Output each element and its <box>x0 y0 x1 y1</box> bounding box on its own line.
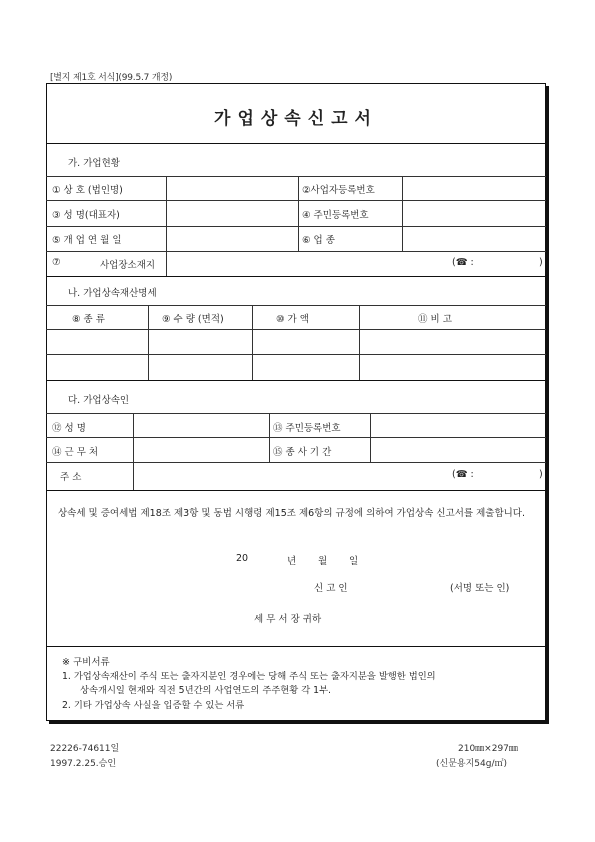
date-month: 월 <box>318 556 328 567</box>
col-divider <box>133 413 134 490</box>
reporter-label: 신 고 인 <box>314 583 348 594</box>
paper-type: (신문용지54g/㎡) <box>436 759 507 769</box>
phone-label: (☎ : <box>452 257 474 268</box>
field-label-representative: ③ 성 명(대표자) <box>52 210 120 221</box>
divider <box>46 354 546 355</box>
date-year-prefix: 20 <box>236 553 249 564</box>
field-label-business-address: 사업장소재지 <box>100 260 156 271</box>
divider <box>46 276 546 277</box>
frame-shadow-bottom <box>49 721 549 724</box>
section-b-heading: 나. 가업상속재산명세 <box>68 288 157 299</box>
form-number: [별지 제1호 서식](99.5.7 개정) <box>50 73 173 83</box>
statement-text: 상속세 및 증여세법 제18조 제3항 및 동법 시행령 제15조 제6항의 규정에 의하여 가업상속 신고서를 제출합니다. <box>58 508 525 519</box>
column-header-quantity: ⑨ 수 량 (면적) <box>162 314 224 325</box>
col-divider <box>148 305 149 380</box>
frame-shadow-right <box>546 86 549 724</box>
signature-note: (서명 또는 인) <box>450 583 510 594</box>
divider <box>46 462 546 463</box>
column-header-type: ⑧ 종 류 <box>72 314 105 325</box>
field-label-business-type: ⑥ 업 종 <box>302 235 335 246</box>
field-label-service-period: ⑮ 종 사 기 간 <box>273 447 332 458</box>
documents-item-1: 1. 가업상속재산이 주식 또는 출자지분인 경우에는 당해 주식 또는 출자지분을 발행한 법인의 <box>62 671 436 682</box>
divider <box>46 226 546 227</box>
field-label-opening-date: ⑤ 개 업 연 월 일 <box>52 235 122 246</box>
divider <box>46 143 546 144</box>
col-divider <box>269 413 270 462</box>
divider <box>46 251 546 252</box>
divider <box>46 176 546 177</box>
addressee: 세 무 서 장 귀하 <box>254 614 322 625</box>
divider <box>46 200 546 201</box>
col-divider <box>402 176 403 251</box>
col-divider <box>359 305 360 380</box>
documents-item-2: 2. 기타 가업상속 사실을 입증할 수 있는 서류 <box>62 700 245 711</box>
divider <box>46 305 546 306</box>
form-code: 22226-74611일 <box>50 744 120 754</box>
date-year: 년 <box>287 556 297 567</box>
phone-close: ) <box>539 257 543 268</box>
field-label-heir-resident-no: ⑬ 주민등록번호 <box>273 423 341 434</box>
date-day: 일 <box>349 556 359 567</box>
divider <box>46 413 546 414</box>
col-divider <box>370 413 371 462</box>
divider <box>46 646 546 647</box>
divider <box>46 329 546 330</box>
column-header-remarks: ⑪ 비 고 <box>418 314 452 325</box>
phone-label: (☎ : <box>452 469 474 480</box>
form-title: 가업상속신고서 <box>214 109 378 129</box>
field-label-trade-name: ① 상 호 (법인명) <box>52 185 123 196</box>
column-header-value: ⑩ 가 액 <box>276 314 309 325</box>
approval-date: 1997.2.25.승인 <box>50 759 117 769</box>
phone-close: ) <box>539 469 543 480</box>
col-divider <box>298 176 299 251</box>
divider <box>46 437 546 438</box>
documents-heading: ※ 구비서류 <box>62 657 110 668</box>
field-number-7: ⑦ <box>52 257 61 268</box>
divider <box>46 490 546 491</box>
section-a-heading: 가. 가업현황 <box>68 158 120 169</box>
documents-item-1-cont: 상속개시일 현재와 직전 5년간의 사업연도의 주주현황 각 1부. <box>80 685 332 696</box>
field-label-heir-name: ⑫ 성 명 <box>52 423 86 434</box>
divider <box>46 380 546 381</box>
paper-size: 210㎜×297㎜ <box>458 744 518 754</box>
section-c-heading: 다. 가업상속인 <box>68 395 130 406</box>
col-divider <box>252 305 253 380</box>
field-label-address: 주 소 <box>60 472 82 483</box>
col-divider <box>166 176 167 276</box>
field-label-workplace: ⑭ 근 무 처 <box>52 447 99 458</box>
field-label-resident-reg-no: ④ 주민등록번호 <box>302 210 369 221</box>
field-label-business-reg-no: ②사업자등록번호 <box>302 185 375 196</box>
